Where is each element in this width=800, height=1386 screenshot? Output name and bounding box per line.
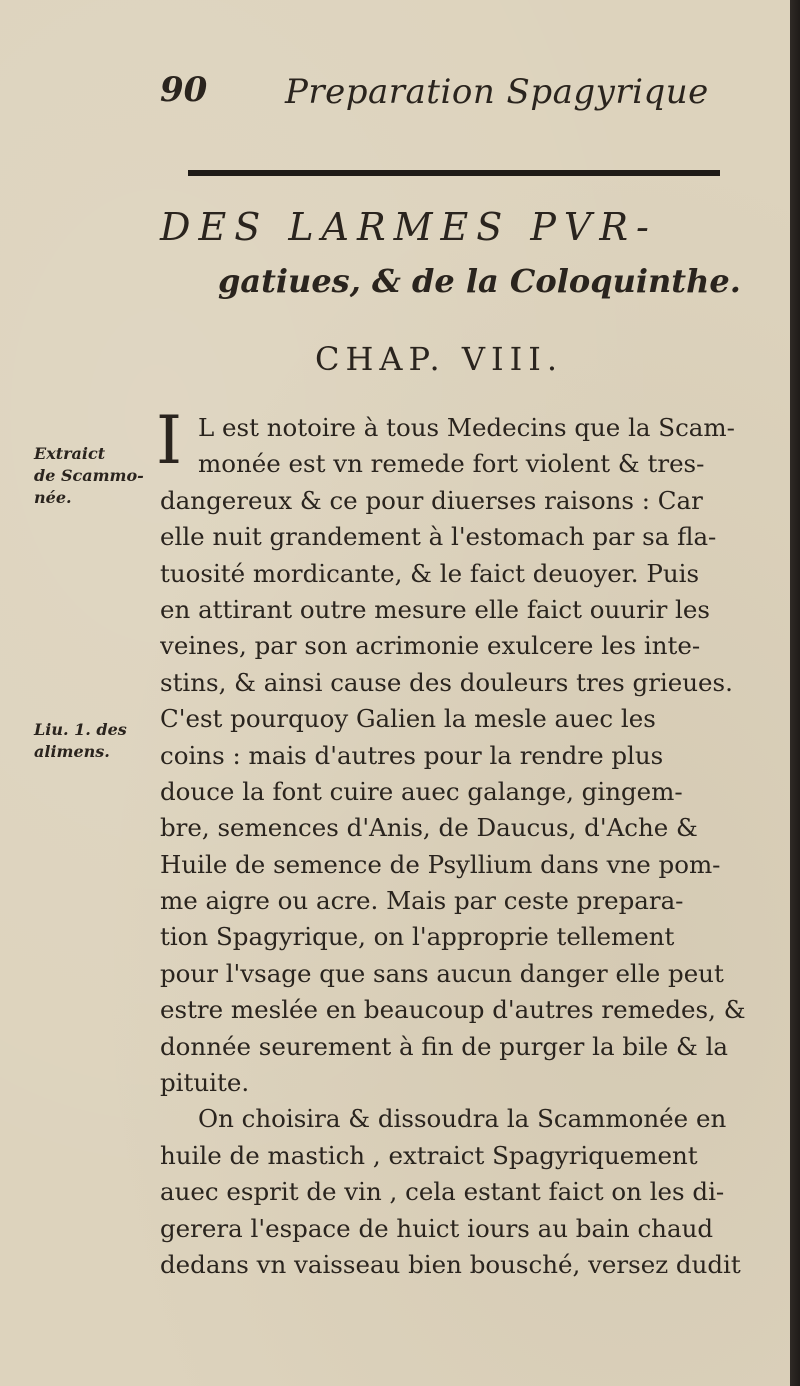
text-line: en attirant outre mesure elle faict ouurir les: [160, 594, 710, 624]
running-head: Preparation Spagyrique: [285, 72, 709, 112]
text-line: bre, semences d'Anis, de Daucus, d'Ache &: [160, 813, 698, 843]
text-line: L est notoire à tous Medecins que la Scam-: [198, 413, 735, 442]
chapter-number: CHAP. VIII.: [315, 340, 564, 378]
drop-cap: I: [156, 402, 183, 479]
text-line: elle nuit grandement à l'estomach par sa fla-: [160, 522, 717, 552]
text-line: huile de mastich , extraict Spagyriquement: [160, 1140, 698, 1170]
body-text: [160, 410, 750, 1283]
text-line: C'est pourquoy Galien la mesle auec les: [160, 704, 656, 734]
text-line: gerera l'espace de huict iours au bain chaud: [160, 1213, 714, 1243]
text-line: stins, & ainsi cause des douleurs tres grieues.: [160, 667, 733, 697]
text-line: pituite.: [160, 1068, 250, 1098]
margin-note-line: de Scammo-: [34, 466, 144, 485]
margin-note-line: née.: [34, 488, 72, 507]
text-line: tion Spagyrique, on l'approprie tellement: [160, 922, 675, 952]
margin-note-reference: [34, 719, 149, 763]
text-line: Huile de semence de Psyllium dans vne pom-: [160, 849, 721, 879]
text-line: tuosité mordicante, & le faict deuoyer. Puis: [160, 558, 700, 588]
text-line: dangereux & ce pour diuerses raisons : Car: [160, 485, 703, 515]
text-line: estre meslée en beaucoup d'autres remedes, &: [160, 995, 746, 1025]
text-line: dedans vn vaisseau bien bousché, versez dudit: [160, 1249, 741, 1279]
text-line: me aigre ou acre. Mais par ceste prepara-: [160, 886, 684, 916]
page-number: 90: [160, 70, 208, 110]
text-line: douce la font cuire auec galange, gingem-: [160, 776, 683, 806]
header-rule: [188, 170, 720, 176]
text-line: auec esprit de vin , cela estant faict on les di-: [160, 1177, 725, 1207]
text-line: On choisira & dissoudra la Scammonée en: [198, 1104, 727, 1134]
margin-note-line: Extraict: [34, 444, 106, 463]
page-header: [160, 70, 720, 120]
margin-note-line: Liu. 1. des: [34, 720, 127, 739]
margin-note-line: alimens.: [34, 742, 110, 761]
text-line: veines, par son acrimonie exulcere les inte-: [160, 631, 701, 661]
text-line: donnée seurement à fin de purger la bile & la: [160, 1031, 729, 1061]
text-line: monée est vn remede fort violent & tres-: [198, 449, 705, 479]
chapter-title-line-1: DES LARMES PVR-: [160, 205, 657, 249]
margin-note-extraict: [34, 443, 149, 509]
chapter-title-line-2: gatiues, & de la Coloquinthe.: [218, 262, 741, 300]
text-line: coins : mais d'autres pour la rendre plus: [160, 740, 664, 770]
text-line: pour l'vsage que sans aucun danger elle peut: [160, 958, 724, 988]
book-edge: [790, 0, 800, 1386]
